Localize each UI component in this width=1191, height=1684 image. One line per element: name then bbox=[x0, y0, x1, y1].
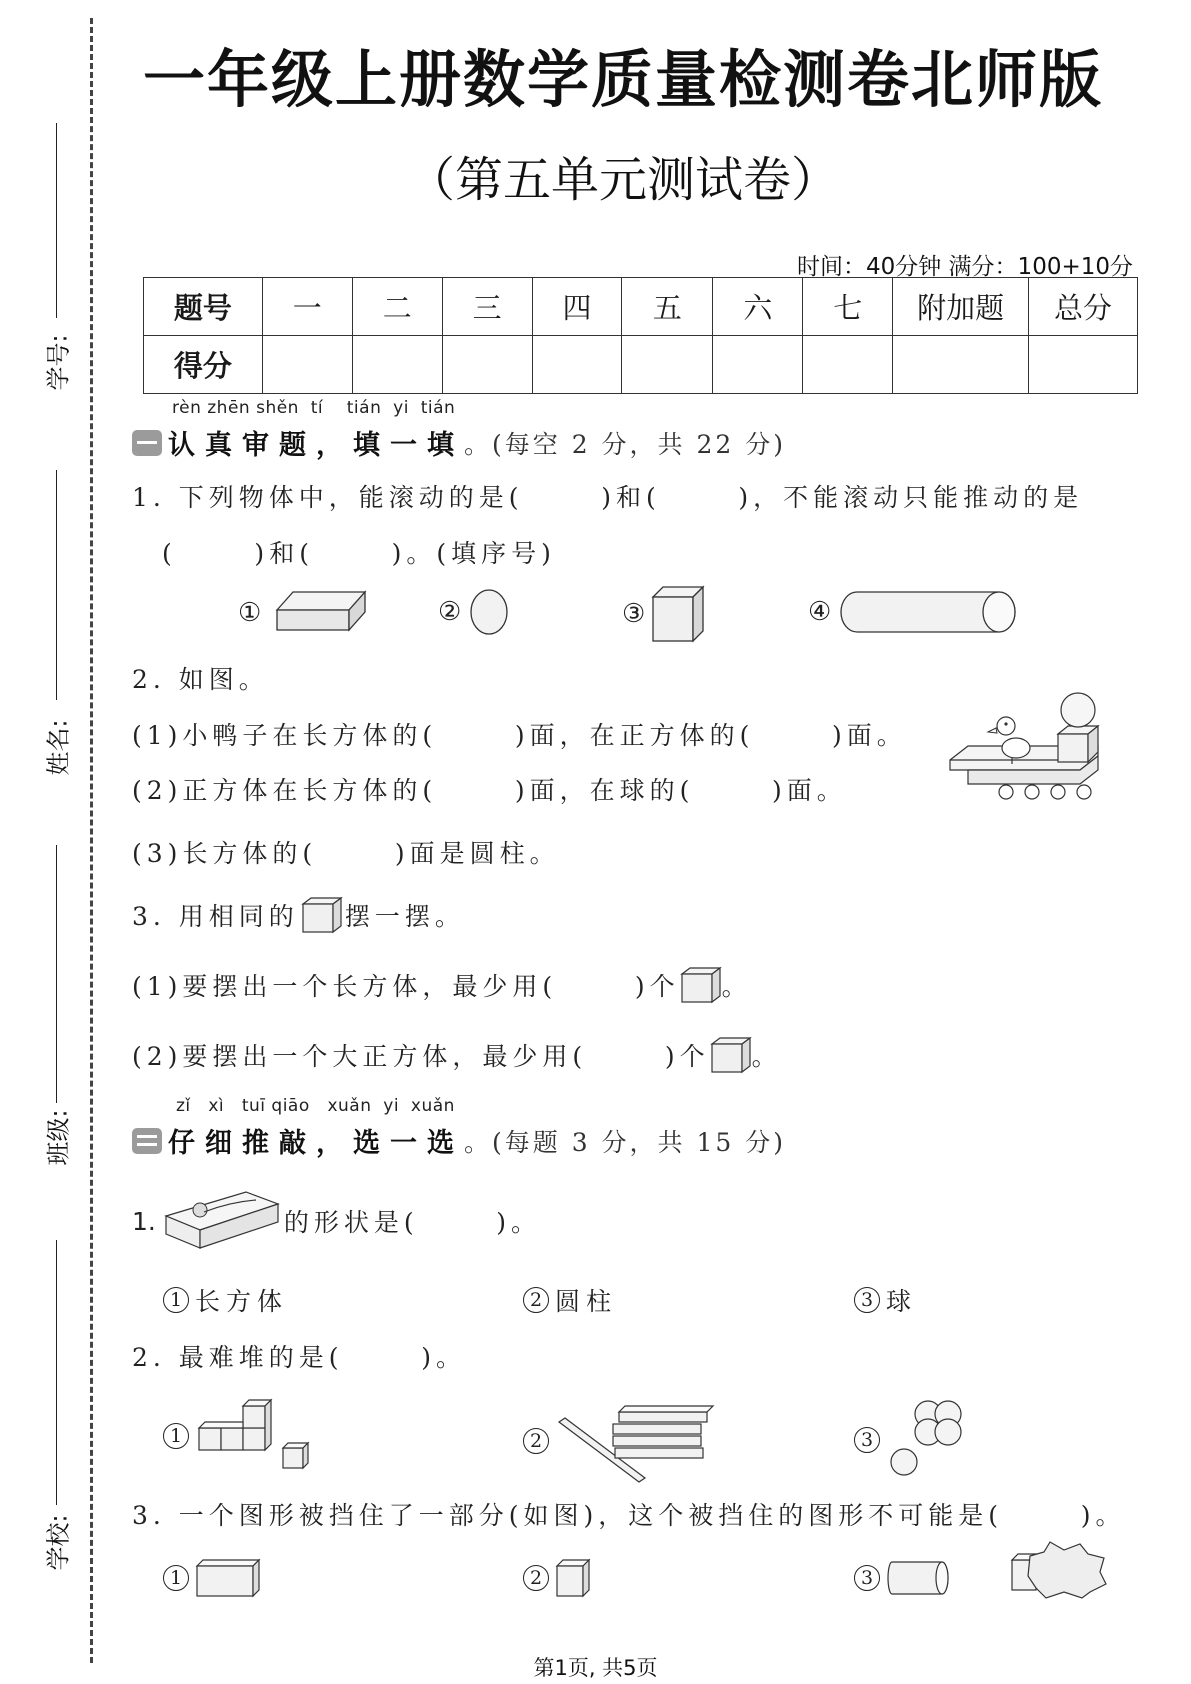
s1-q3-sub1: (1)要摆出一个长方体，最少用( )个 。 bbox=[132, 966, 752, 1004]
school-label: 学校: bbox=[44, 1514, 73, 1571]
section2-title: 仔细推敲，选一选 bbox=[168, 1128, 464, 1159]
section2-pinyin: zǐ xì tuī qiāo xuǎn yi xuǎn bbox=[176, 1096, 455, 1116]
section1-title: 认真审题，填一填 bbox=[168, 430, 464, 461]
col-header: 三 bbox=[442, 278, 532, 336]
s1-q2-sub3: (3)长方体的( )面是圆柱。 bbox=[132, 839, 560, 868]
s2-q2-option-3: 3 bbox=[854, 1400, 966, 1480]
duck-on-cart-figure-icon bbox=[948, 712, 1113, 812]
score-cell[interactable] bbox=[713, 336, 803, 394]
pencil-box-icon bbox=[160, 1190, 280, 1252]
s2-q1-option-3: 3 球 bbox=[854, 1282, 911, 1318]
score-cell[interactable] bbox=[622, 336, 713, 394]
tall-cuboid-icon bbox=[651, 585, 705, 643]
s1-q2-sub2: (2)正方体在长方体的( )面，在球的( )面。 bbox=[132, 776, 847, 805]
s1-q3-stem: 3. 用相同的 摆一摆。 bbox=[132, 896, 465, 934]
score-cell[interactable] bbox=[1029, 336, 1138, 394]
small-cube-icon bbox=[680, 966, 722, 1004]
col-header: 二 bbox=[352, 278, 442, 336]
section1-pinyin: rèn zhēn shěn tí tián yi tián bbox=[172, 398, 456, 418]
sphere-icon bbox=[469, 588, 509, 636]
score-table-score-row bbox=[144, 336, 1138, 394]
small-cuboid-icon bbox=[555, 1558, 591, 1598]
stacked-balls-icon bbox=[886, 1400, 966, 1480]
col-header: 六 bbox=[713, 278, 803, 336]
section2-points-note: 。(每题 3 分，共 15 分) bbox=[464, 1127, 787, 1157]
col-header: 一 bbox=[262, 278, 352, 336]
s1-q1-option-4: ④ bbox=[808, 590, 1019, 634]
row-header-score: 得分 bbox=[144, 336, 263, 394]
s1-q1-line2: ( )和( )。(填序号) bbox=[162, 539, 556, 568]
section1-heading bbox=[132, 423, 786, 462]
s2-q3-stem: 3. 一个图形被挡住了一部分(如图)，这个被挡住的图形不可能是( )。 bbox=[132, 1501, 1126, 1530]
col-header: 五 bbox=[622, 278, 713, 336]
s2-q1-stem: 1. 的形状是( )。 bbox=[132, 1190, 541, 1252]
score-table bbox=[143, 277, 1138, 394]
class-underline[interactable] bbox=[56, 845, 57, 1103]
s1-q3-sub2: (2)要摆出一个大正方体，最少用( )个 。 bbox=[132, 1036, 782, 1074]
col-header: 四 bbox=[532, 278, 622, 336]
col-header-total: 总分 bbox=[1029, 278, 1138, 336]
section1-points-note: 。(每空 2 分，共 22 分) bbox=[464, 429, 787, 459]
section1-number-badge-icon bbox=[132, 430, 162, 456]
binding-dashed-line bbox=[90, 18, 93, 1663]
stacked-boards-icon bbox=[555, 1400, 745, 1482]
cylinder-icon bbox=[839, 590, 1019, 634]
s2-q3-option-2: 2 bbox=[523, 1558, 591, 1598]
s1-q1-option-3: ③ bbox=[622, 585, 705, 643]
col-header: 七 bbox=[803, 278, 893, 336]
s2-q2-stem: 2. 最难堆的是( )。 bbox=[132, 1343, 466, 1372]
class-label: 班级: bbox=[44, 1109, 73, 1166]
page-subtitle: （第五单元测试卷） bbox=[406, 152, 839, 208]
s1-q1-option-1: ① bbox=[238, 590, 367, 636]
student-id-label: 学号: bbox=[44, 334, 73, 391]
name-underline[interactable] bbox=[56, 470, 57, 700]
s2-q1-option-2: 2 圆柱 bbox=[523, 1282, 617, 1318]
score-table-header-row bbox=[144, 278, 1138, 336]
stacked-cubes-icon bbox=[195, 1400, 315, 1472]
s1-q1-line1: 1. 下列物体中，能滚动的是( )和( )，不能滚动只能推动的是 bbox=[132, 483, 1084, 512]
row-header-question: 题号 bbox=[144, 278, 263, 336]
s1-q2-sub1: (1)小鸭子在长方体的( )面，在正方体的( )面。 bbox=[132, 721, 907, 750]
s2-q3-option-3: 3 bbox=[854, 1558, 952, 1598]
s1-q1-option-2: ② bbox=[438, 588, 509, 636]
section2-heading bbox=[132, 1121, 786, 1160]
col-header-bonus: 附加题 bbox=[893, 278, 1029, 336]
s1-q2-stem: 2. 如图。 bbox=[132, 665, 269, 694]
small-cube-icon bbox=[301, 896, 343, 934]
flat-cuboid-icon bbox=[267, 590, 367, 636]
name-label: 姓名: bbox=[44, 719, 73, 776]
score-cell[interactable] bbox=[893, 336, 1029, 394]
score-cell[interactable] bbox=[262, 336, 352, 394]
s2-q2-option-2: 2 bbox=[523, 1400, 745, 1482]
score-cell[interactable] bbox=[352, 336, 442, 394]
s2-q2-option-1: 1 bbox=[163, 1400, 315, 1472]
small-cube-icon bbox=[710, 1036, 752, 1074]
page-title: 一年级上册数学质量检测卷北师版 bbox=[142, 43, 1103, 116]
s2-q3-option-1: 1 bbox=[163, 1558, 261, 1598]
cuboid-icon bbox=[195, 1558, 261, 1598]
score-cell[interactable] bbox=[803, 336, 893, 394]
s2-q1-option-1: 1 长方体 bbox=[163, 1282, 288, 1318]
hidden-shape-figure-icon bbox=[1010, 1540, 1110, 1600]
section2-number-badge-icon bbox=[132, 1128, 162, 1154]
school-underline[interactable] bbox=[56, 1240, 57, 1505]
score-cell[interactable] bbox=[442, 336, 532, 394]
time-and-score-info: 时间：40分钟 满分：100+10分 bbox=[796, 254, 1133, 280]
cylinder-side-icon bbox=[886, 1558, 952, 1598]
page-number: 第1页, 共5页 bbox=[533, 1656, 658, 1680]
score-cell[interactable] bbox=[532, 336, 622, 394]
